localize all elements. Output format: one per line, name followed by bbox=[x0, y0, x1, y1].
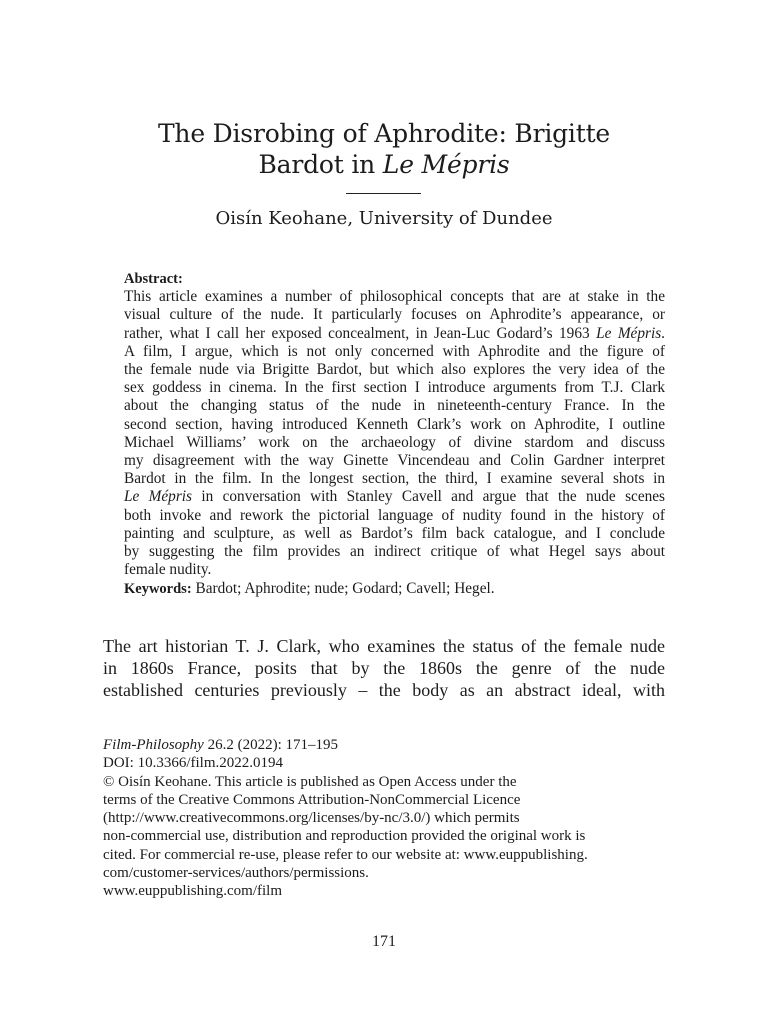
keywords bbox=[124, 580, 495, 598]
abstract-line: painting and sculpture, as well as Bardot’s film back catalogue, and I conclude bbox=[124, 524, 665, 542]
abstract-line: my disagreement with the way Ginette Vincendeau and Colin Gardner interpret bbox=[124, 452, 665, 470]
abstract-film-name: Le Mépris bbox=[596, 324, 662, 342]
license-line: terms of the Creative Commons Attribution-NonCommercial Licence bbox=[103, 791, 521, 808]
article-title bbox=[84, 118, 684, 180]
journal-volume: 26.2 (2022): 171–195 bbox=[203, 737, 338, 753]
abstract-line: This article examines a number of philosophical concepts that are at stake in the bbox=[124, 288, 665, 306]
abstract-line: visual culture of the nude. It particularly focuses on Aphrodite’s appearance, or bbox=[124, 306, 665, 324]
abstract bbox=[124, 270, 665, 579]
journal-website-line: www.euppublishing.com/film bbox=[103, 883, 283, 900]
keywords-text: Bardot; Aphrodite; nude; Godard; Cavell; Hegel. bbox=[191, 580, 495, 597]
body-paragraph bbox=[103, 635, 665, 702]
journal-citation bbox=[103, 736, 683, 754]
abstract-line: Bardot in the film. In the longest section, the third, I examine several shots in bbox=[124, 470, 665, 488]
doi-line: DOI: 10.3366/film.2022.0194 bbox=[103, 755, 283, 772]
abstract-line: about the changing status of the nude in nineteenth-century France. In the bbox=[124, 397, 665, 415]
journal-name: Film-Philosophy bbox=[103, 737, 204, 753]
abstract-line-tail: . bbox=[661, 324, 665, 342]
body-line: in 1860s France, posits that by the 1860s the genre of the nude bbox=[103, 658, 665, 679]
keywords-label: Keywords: bbox=[124, 581, 192, 597]
title-divider bbox=[346, 193, 421, 194]
abstract-line: by suggesting the film provides an indirect critique of what Hegel says about bbox=[124, 543, 665, 561]
abstract-line-text: rather, what I call her exposed concealment, in Jean-Luc Godard’s 1963 bbox=[124, 324, 597, 342]
abstract-line-text: in conversation with Stanley Cavell and argue that the nude scenes bbox=[192, 488, 665, 506]
title-film-name: Le Mépris bbox=[382, 150, 510, 179]
title-line-2-prefix: Bardot in bbox=[258, 150, 383, 179]
abstract-line: sex goddess in cinema. In the first section I introduce arguments from T.J. Clark bbox=[124, 379, 665, 397]
license-line: non-commercial use, distribution and reproduction provided the original work is bbox=[103, 828, 586, 845]
article-footer bbox=[103, 736, 683, 901]
license-url-line: (http://www.creativecommons.org/licenses/by-nc/3.0/) which permits bbox=[103, 810, 520, 827]
abstract-line: second section, having introduced Kenneth Clark’s work on Aphrodite, I outline bbox=[124, 415, 665, 433]
abstract-line: both invoke and rework the pictorial language of nudity found in the history of bbox=[124, 506, 665, 524]
body-line: established centuries previously – the body as an abstract ideal, with bbox=[103, 680, 665, 701]
abstract-line: Michael Williams’ work on the archaeology of divine stardom and discuss bbox=[124, 433, 665, 451]
license-line: cited. For commercial re-use, please refer to our website at: www.euppublishing. bbox=[103, 846, 588, 863]
title-line-1: The Disrobing of Aphrodite: Brigitte bbox=[157, 119, 611, 148]
abstract-heading: Abstract: bbox=[124, 271, 183, 287]
body-line: The art historian T. J. Clark, who examines the status of the female nude bbox=[103, 636, 665, 656]
abstract-film-name: Le Mépris bbox=[124, 488, 192, 506]
permissions-url-line: com/customer-services/authors/permissions. bbox=[103, 865, 369, 882]
abstract-line: female nudity. bbox=[124, 561, 212, 579]
abstract-line bbox=[124, 325, 665, 343]
license-line: © Oisín Keohane. This article is published as Open Access under the bbox=[103, 773, 517, 790]
page-number: 171 bbox=[372, 933, 396, 950]
abstract-line bbox=[124, 488, 665, 506]
author-line: Oisín Keohane, University of Dundee bbox=[215, 208, 553, 229]
title-line-2 bbox=[84, 149, 684, 180]
abstract-line: the female nude via Brigitte Bardot, but which also explores the very idea of the bbox=[124, 361, 665, 379]
abstract-line: A film, I argue, which is not only concerned with Aphrodite and the figure of bbox=[124, 342, 665, 360]
